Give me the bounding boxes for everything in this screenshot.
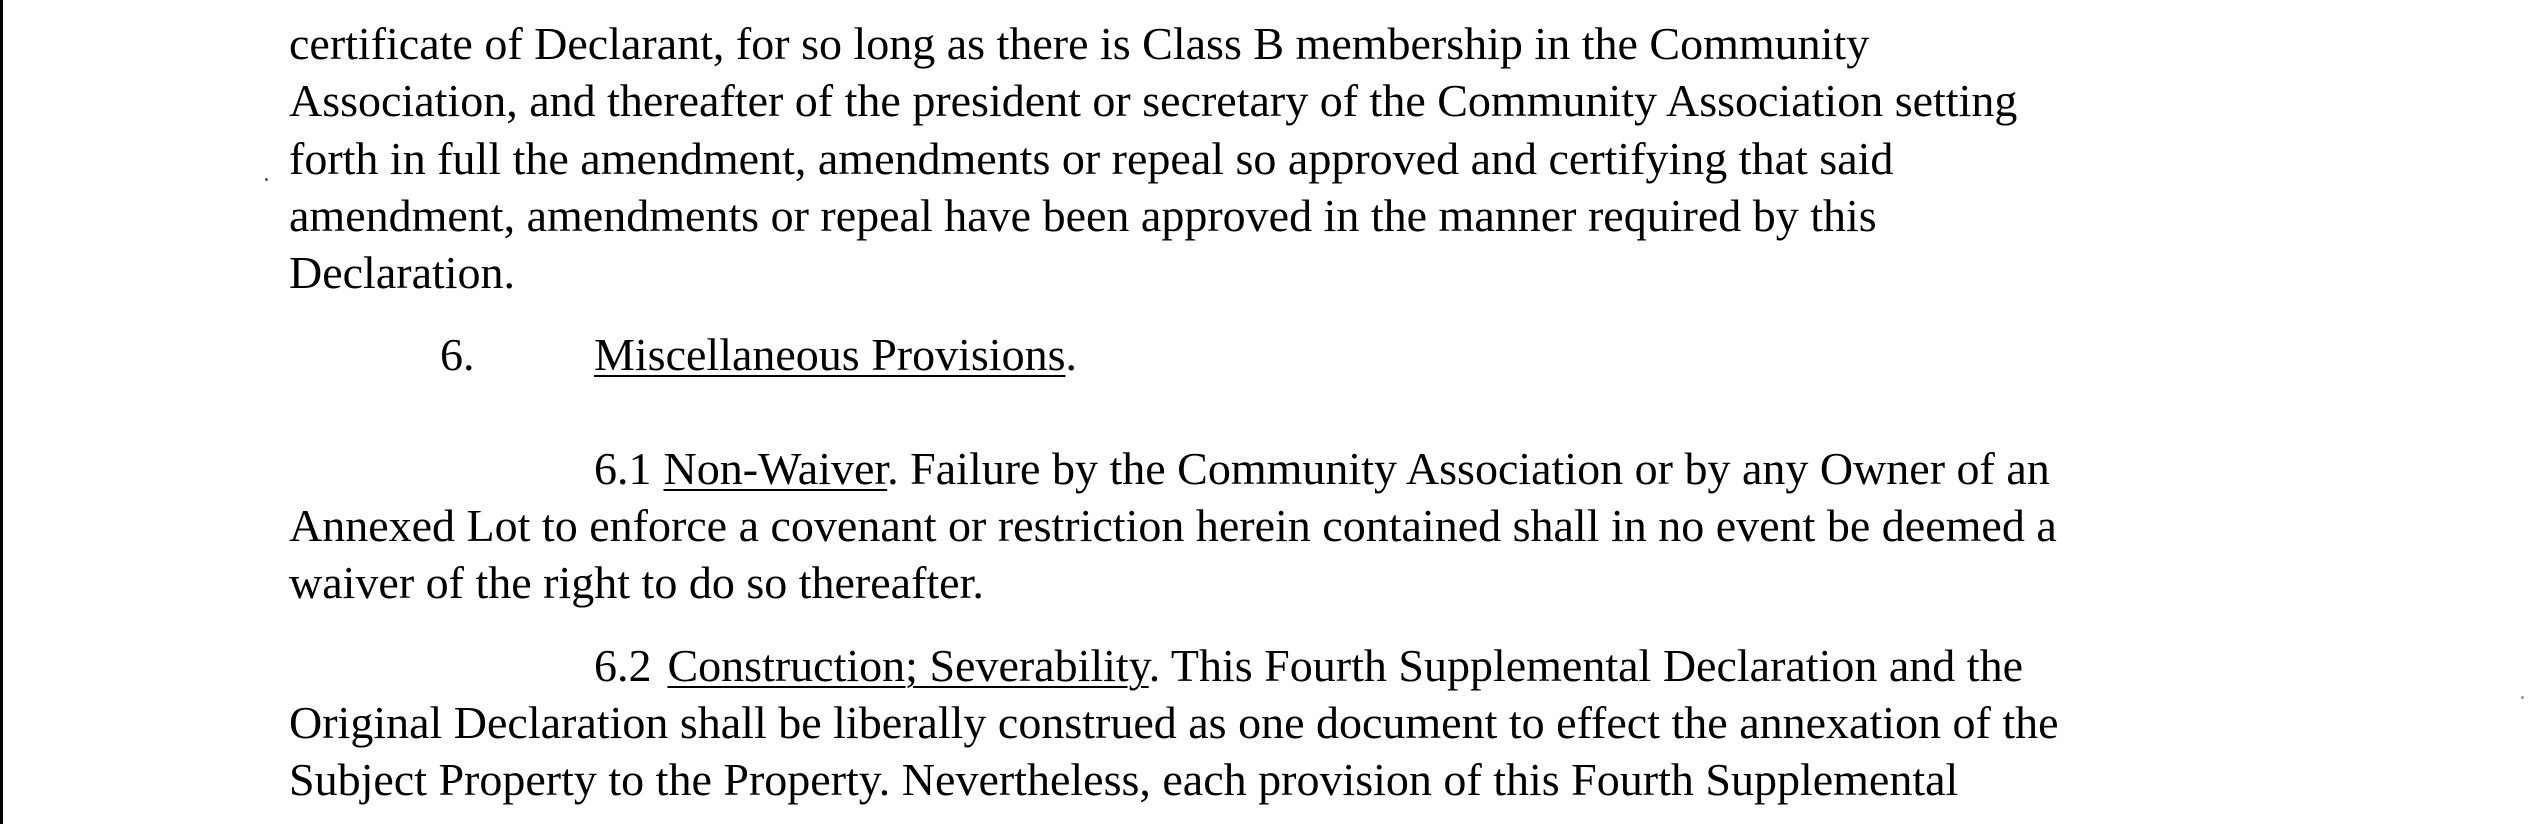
section-6-title: Miscellaneous Provisions [594,329,1066,380]
page-left-edge [0,0,3,824]
scan-speck [265,178,268,181]
body-line: Declaration. [289,247,516,298]
body-line: Original Declaration shall be liberally construed as one document to effect the annexation of the [289,697,2059,748]
body-line: Subject Property to the Property. Nevertheless, each provision of this Fourth Supplemental [289,754,1959,805]
section-6-heading [594,326,1077,383]
section-6-2-first-line [594,637,2023,694]
section-6-2-text: . This Fourth Supplemental Declaration and the [1148,640,2023,691]
section-6-1-text: . Failure by the Community Association or by any Owner of an [887,443,2050,494]
section-6-2-number: 6.2 [594,640,652,691]
section-6-1-number: 6.1 [594,443,652,494]
section-6-1-first-line [594,440,2050,497]
section-6-title-end: . [1065,329,1077,380]
section-6-number: 6. [440,329,475,380]
body-line: Annexed Lot to enforce a covenant or restriction herein contained shall in no event be deemed a [289,500,2057,551]
body-line: waiver of the right to do so thereafter. [289,557,984,608]
body-line: amendment, amendments or repeal have been approved in the manner required by this [289,190,1877,241]
body-line: forth in full the amendment, amendments or repeal so approved and certifying that said [289,133,1894,184]
scan-speck-right [2521,696,2524,699]
body-line: certificate of Declarant, for so long as there is Class B membership in the Community [289,18,1870,69]
section-6-2-heading: Construction; Severability [667,640,1149,691]
section-6-1-heading: Non-Waiver [663,443,888,494]
body-line: Association, and thereafter of the president or secretary of the Community Association setting [289,75,2018,126]
